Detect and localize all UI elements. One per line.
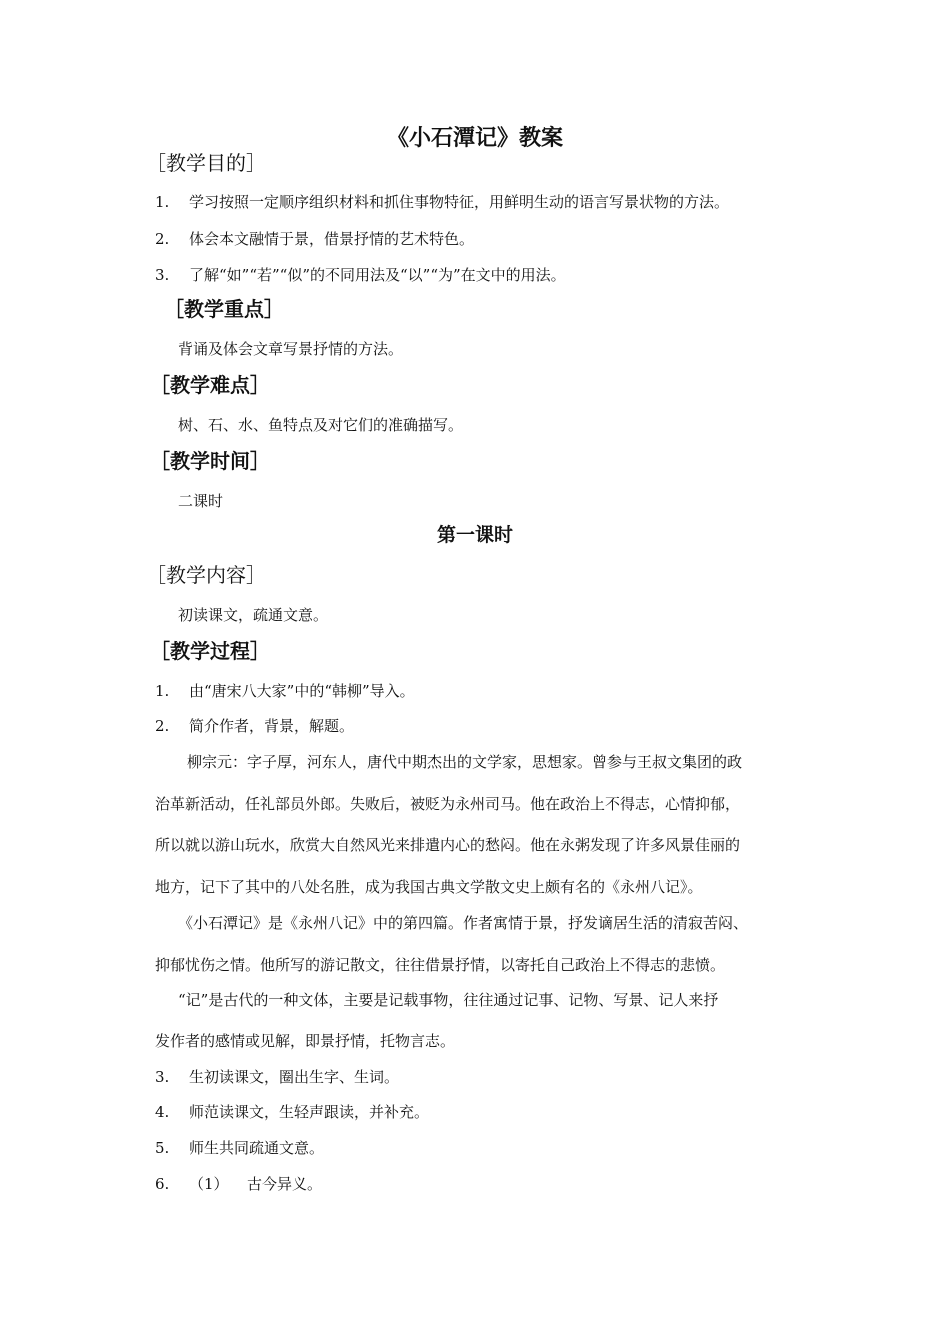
content-text: 初读课文，疏通文意。 [178,606,329,624]
step-number: 3. [155,1068,170,1086]
difficulties-heading: ［教学难点］ [150,373,270,397]
step-text: 古今异义。 [247,1175,323,1193]
step-text: 师生共同疏通文意。 [189,1139,325,1157]
step-number: 4. [155,1103,170,1121]
author-paragraph-line: 柳宗元：字子厚，河东人，唐代中期杰出的文学家，思想家。曾参与王叔文集团的政 [187,753,743,771]
process-step [155,1067,399,1087]
process-step [155,1174,322,1194]
objectives-heading: ［教学目的］ [146,151,266,175]
step-text: 由“唐宋八大家”中的“韩柳”导入。 [189,682,415,700]
process-step [155,681,415,701]
step-text: 简介作者，背景，解题。 [189,717,355,735]
step-number: 2. [155,717,170,735]
process-step [155,716,354,736]
author-paragraph-line: 治革新活动，任礼部员外郎。失败后，被贬为永州司马。他在政治上不得志，心情抑郁， [155,795,741,813]
objective-number: 2. [155,230,170,248]
key-points-heading: ［教学重点］ [164,297,284,321]
content-heading: ［教学内容］ [146,563,266,587]
step-text: 师范读课文，生轻声跟读，并补充。 [189,1103,430,1121]
objective-text: 体会本文融情于景，借景抒情的艺术特色。 [189,230,475,248]
objective-number: 3. [155,266,170,284]
step-number: 5. [155,1139,170,1157]
objective-number: 1. [155,193,170,211]
objective-item [155,265,566,285]
time-heading: ［教学时间］ [150,449,270,473]
work-paragraph-line: 《小石潭记》是《永州八记》中的第四篇。作者寓情于景，抒发谪居生活的清寂苦闷、 [178,914,749,932]
key-points-text: 背诵及体会文章写景抒情的方法。 [178,340,404,358]
step-text: 生初读课文，圈出生字、生词。 [189,1068,400,1086]
author-paragraph-line: 地方，记下了其中的八处名胜，成为我国古典文学散文史上颇有名的《永州八记》。 [155,878,703,896]
process-step [155,1102,429,1122]
objective-text: 学习按照一定顺序组织材料和抓住事物特征，用鲜明生动的语言写景状物的方法。 [189,193,730,211]
work-paragraph-line: 抑郁忧伤之情。他所写的游记散文，往往借景抒情，以寄托自己政治上不得志的悲愤。 [155,956,726,974]
document-title: 《小石潭记》教案 [386,125,563,151]
difficulties-text: 树、石、水、鱼特点及对它们的准确描写。 [178,416,464,434]
author-paragraph-line: 所以就以游山玩水，欣赏大自然风光来排遣内心的愁闷。他在永粥发现了许多风景佳丽的 [155,836,741,854]
objective-item [155,229,474,249]
genre-paragraph-line: 发作者的感情或见解，即景抒情，托物言志。 [155,1032,456,1050]
lesson-one-title: 第一课时 [436,524,513,546]
genre-paragraph-line: “记”是古代的一种文体，主要是记载事物，往往通过记事、记物、写景、记人来抒 [178,991,719,1009]
process-step [155,1138,324,1158]
step-number: 6. [155,1175,170,1193]
time-text: 二课时 [178,492,224,510]
step-number: 1. [155,682,170,700]
objective-item [155,192,729,212]
step-sub-number: （1） [189,1175,229,1193]
objective-text: 了解“如”“若”“似”的不同用法及“以”“为”在文中的用法。 [189,266,566,284]
process-heading: ［教学过程］ [150,639,270,663]
